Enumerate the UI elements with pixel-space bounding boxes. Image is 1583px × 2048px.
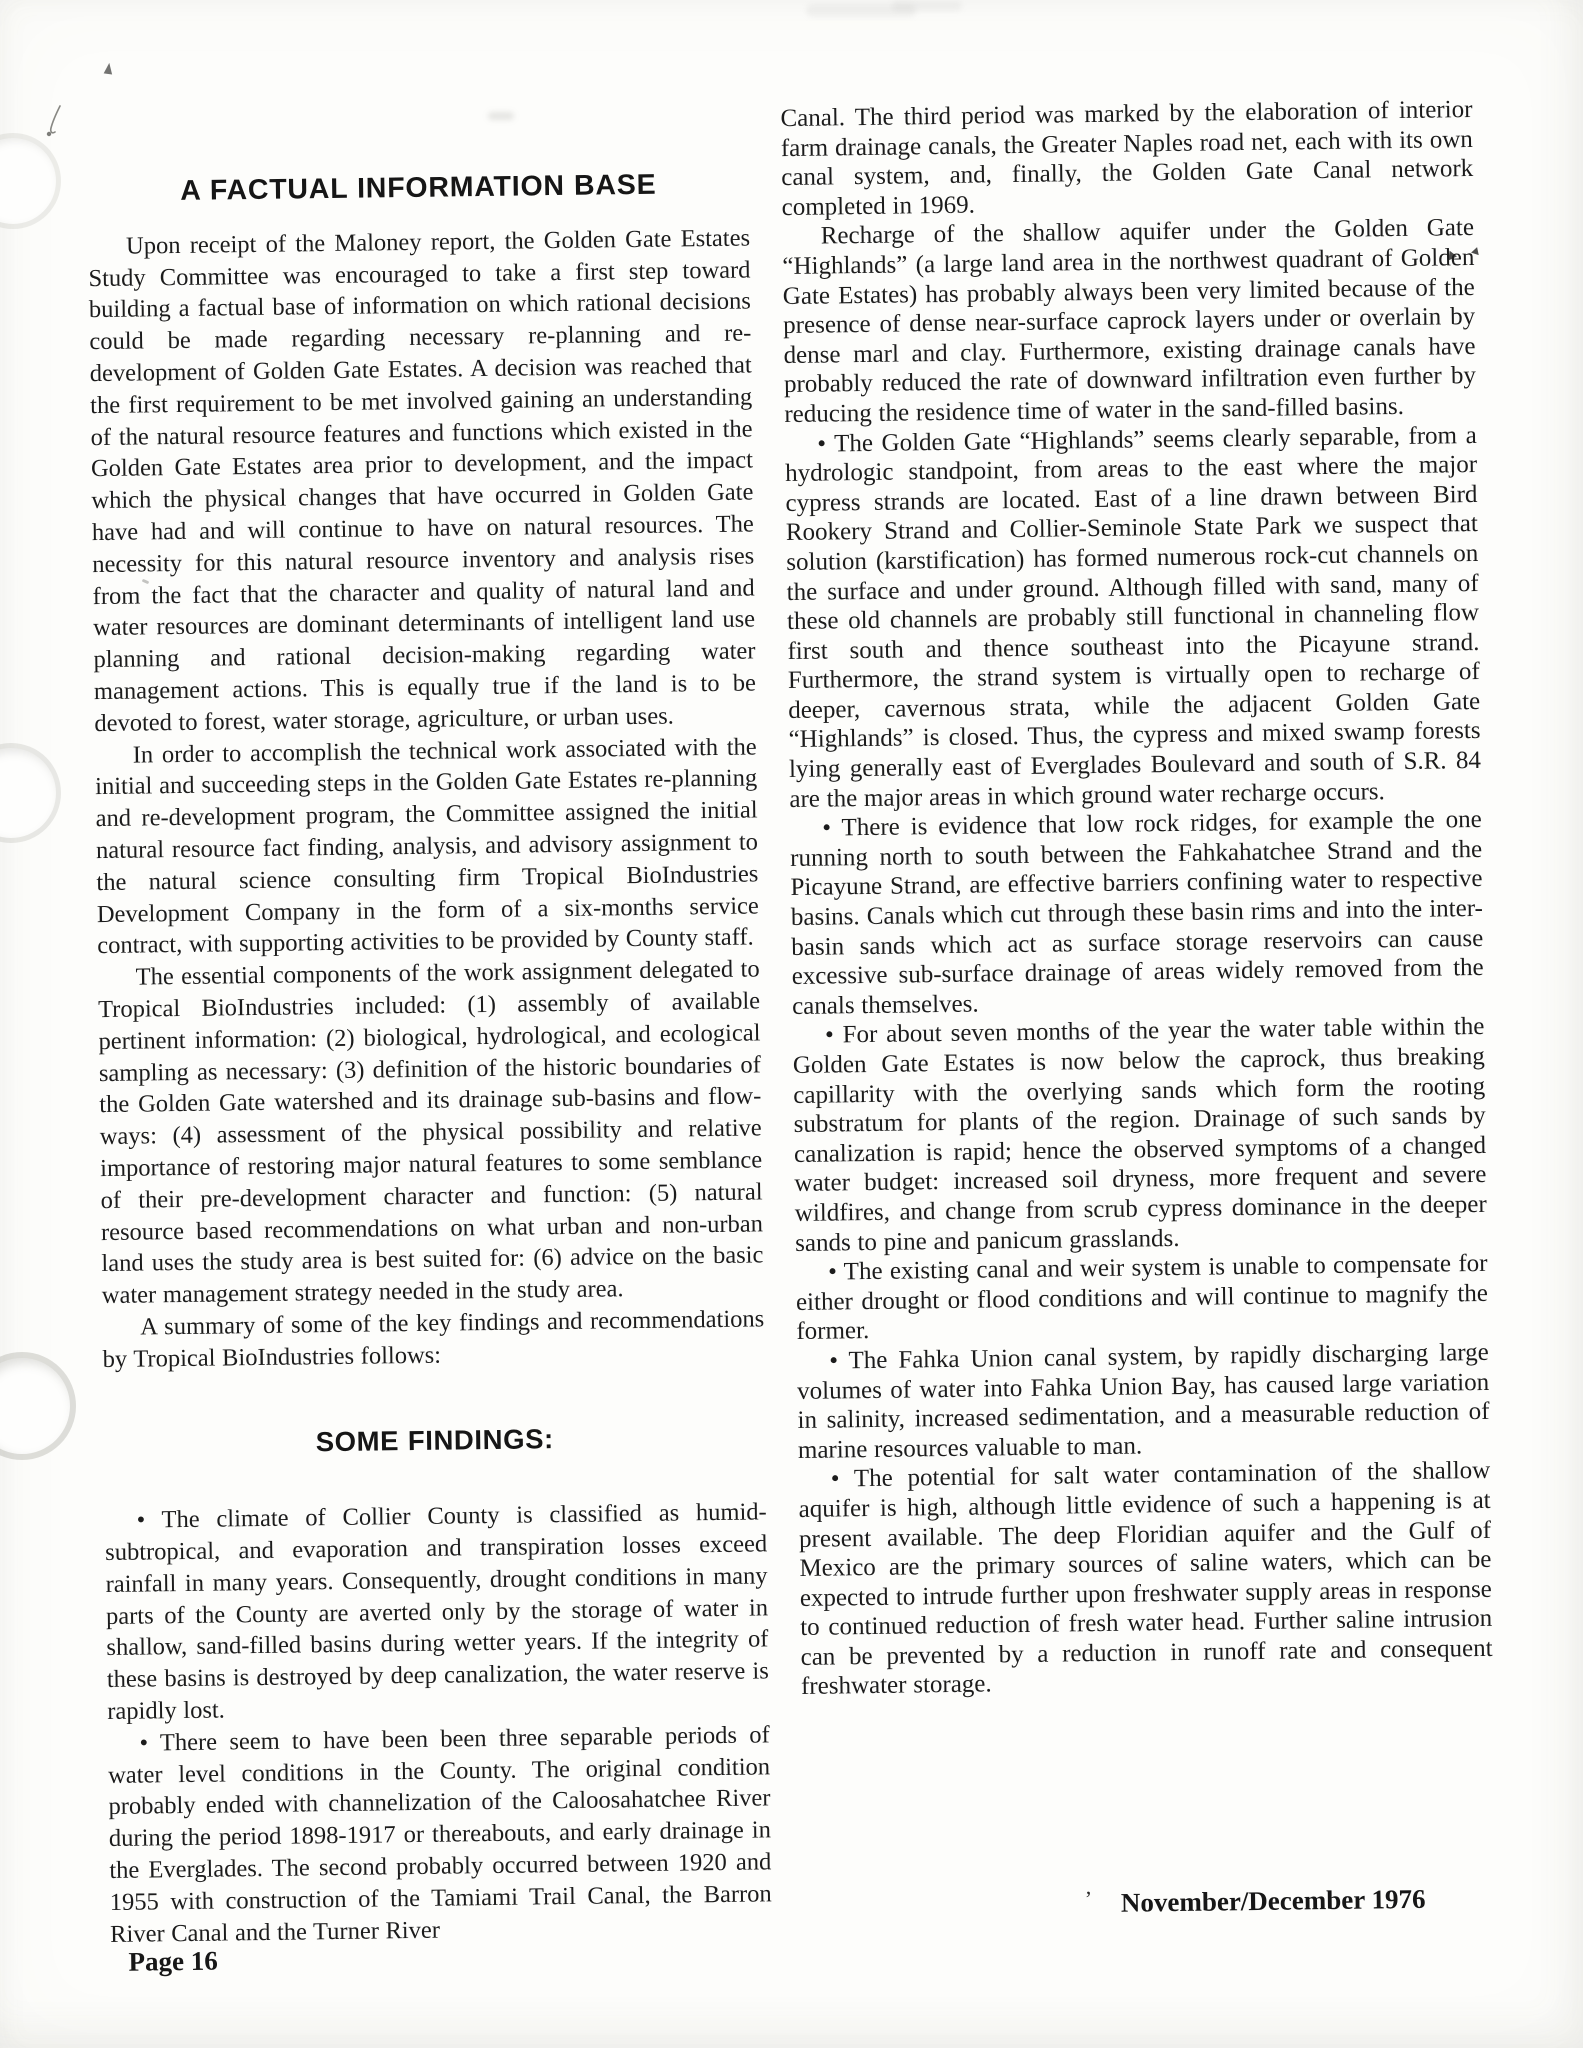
bullet-item: • The potential for salt water contamination of the shallow aquifer is high, although little evidence of such a happening is at present available. The deep Floridian aquifer and the Gulf of Mexico are the primary sources of saline waters, which can be expected to intrude further upon freshwater supply areas in response to continued reduction of fresh water head. Further saline intrusion can be prevented by a reduction in runoff rate and consequent freshwater storage. <box>798 1457 1493 1701</box>
paragraph: The essential components of the work assignment delegated to Tropical BioIndustries included: (1) assembly of available pertinent information: (2) biological, hydrological, and ecological sampling as necessary: (3) definition of the historic boundaries of the Golden Gate watershed and its drainage sub-basins and flow-ways: (4) assessment of the physical possibility and relative importance of restoring major natural features to some semblance of their pre-development character and function: (5) natural resource based recommendations on what urban and non-urban land uses the study area is best suited for: (6) advice on the basic water management strategy needed in the study area. <box>97 955 764 1310</box>
bullet-item: • The Fahka Union canal system, by rapidly discharging large volumes of water into Fahka Union Bay, has caused large variation in salinity, increased sedimentation, and a measurable reduction of marine resources valuable to man. <box>796 1338 1490 1464</box>
paragraph: A summary of some of the key findings and recommendations by Tropical BioIndustries follows: <box>102 1305 765 1373</box>
bullet-item: • The Golden Gate “Highlands” seems clearly separable, from a hydrologic standpoint, from areas to the east where the major cypress strands are located. East of a line drawn between Bird Rookery Strand and Collier-Seminole State Park we suspect that solution (karstification) has formed numerous rock-cut channels on the surface and under ground. Although filled with sand, many of these old channels are probably still functional in channeling flow first south and thence southeast into the Picayune strand. Furthermore, the strand system is virtually open to recharge of deeper, cavernous strata, while the adjacent Golden Gate “Highlands” is closed. Thus, the cypress and mixed swamp forests lying generally east of Everglades Boulevard and south of S.R. 84 are the major areas in which ground water recharge occurs. <box>784 421 1482 813</box>
bullet-item: • There is evidence that low rock ridges, for example the one running north to south between the Fahkahatchee Strand and the Picayune Strand, are effective barriers confining water to respective basins. Canals which cut through these basin rims and into the inter-basin sands which act as surface storage reservoirs can cause excessive sub-surface drainage of areas widely removed from the canals themselves. <box>789 806 1484 1020</box>
page-number: Page 16 <box>128 1945 218 1977</box>
paragraph: Upon receipt of the Maloney report, the Golden Gate Estates Study Committee was encouraged to take a first step toward building a factual base of information on which rational decisions could be made regarding necessary re-planning and re-development of Golden Gate Estates. A decision was reached that the first requirement to be met involved gaining an understanding of the natural resource features and functions which existed in the Golden Gate Estates area prior to development, and the impact which the physical changes that have occurred in Golden Gate have had and will continue to have on natural resources. The necessity for this natural resource inventory and analysis rises from the fact that the character and quality of natural land and water resources are dominant determinants of intelligent land use planning and rational decision-making regarding water management actions. This is equally true if the land is to be devoted to forest, water storage, agriculture, or urban uses. <box>88 224 757 737</box>
bullet-item: • The climate of Collier County is classified as humid-subtropical, and evaporation and transpiration losses exceed rainfall in many years. Consequently, drought conditions in many parts of the County are averted only by the storage of water in shallow, sand-filled basins during wetter years. If the integrity of these basins is destroyed by deep canalization, the water reserve is rapidly lost. <box>105 1498 769 1726</box>
findings-heading: SOME FINDINGS: <box>315 1423 554 1458</box>
paragraph: Canal. The third period was marked by the elaboration of interior farm drainage canals, the Greater Naples road net, each with its own canal system, and, finally, the Golden Gate Canal network completed in 1969. <box>780 96 1474 221</box>
issue-date: November/December 1976 <box>1120 1883 1426 1918</box>
ink-speck: ’ <box>1084 1886 1093 1912</box>
left-column <box>87 168 772 1950</box>
bullet-item: • The existing canal and weir system is unable to compensate for either drought or flood conditions and will continue to magnify the former. <box>795 1250 1489 1346</box>
right-column <box>780 95 1493 1702</box>
bullet-item: • There seem to have been been three separable periods of water level conditions in the County. The original condition probably ended with channelization of the Caloosahatchee River during the period 1898-1917 or thereabouts, and early drainage in the Everglades. The second probably occurred between 1920 and 1955 with construction of the Tamiami Trail Canal, the Barron River Canal and the Turner River <box>107 1721 772 1948</box>
article-title: A FACTUAL INFORMATION BASE <box>180 168 657 207</box>
paragraph: In order to accomplish the technical work associated with the initial and succeeding steps in the Golden Gate Estates re-planning and re-development program, the Committee assigned the initial natural resource fact finding, analysis, and advisory assignment to the natural science consulting firm Tropical BioIndustries Development Company in the form of a six-months service contract, with supporting activities to be provided by County staff. <box>95 732 759 960</box>
bullet-item: • For about seven months of the year the water table within the Golden Gate Estates is now below the caprock, thus breaking capillarity with the overlying sands which form the rooting substratum for plants of the region. Drainage of such sands by canalization is rapid; hence the observed symptoms of a changed water budget: increased soil dryness, more frequent and severe wildfires, and change from scrub cypress dominance in the deeper sands to pine and panicum grasslands. <box>792 1013 1487 1257</box>
paragraph: Recharge of the shallow aquifer under the Golden Gate “Highlands” (a large land area in the northwest quadrant of Golden Gate Estates) has probably always been very limited because of the presence of dense near-surface caprock layers under or overlain by dense marl and clay. Furthermore, existing drainage canals have probably reduced the rate of downward infiltration even further by reducing the residence time of water in the sand-filled basins. <box>782 214 1477 428</box>
